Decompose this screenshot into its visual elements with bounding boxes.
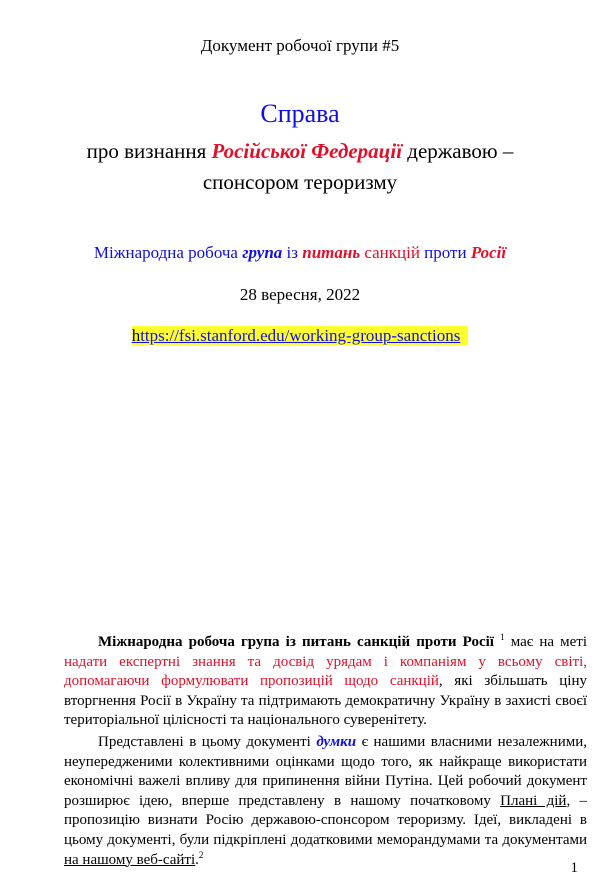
footnote-ref-1[interactable]: 1 bbox=[500, 632, 505, 642]
website-link[interactable] bbox=[132, 326, 461, 345]
document-title: Справа bbox=[260, 99, 340, 128]
group-text: із bbox=[282, 243, 303, 262]
footnote-ref-2[interactable]: 2 bbox=[198, 849, 204, 860]
subtitle-text: державою – bbox=[402, 139, 514, 163]
group-text: Росії bbox=[470, 243, 507, 262]
working-group-name bbox=[0, 243, 600, 263]
paragraph-2 bbox=[64, 733, 587, 870]
website-link-inline[interactable]: на нашому веб-сайті bbox=[64, 851, 196, 868]
link-text: ttps://fsi.stanford.edu/working-group-sanctions bbox=[140, 326, 461, 345]
document-date: 28 вересня, 2022 bbox=[239, 285, 361, 304]
group-text: Міжнародна робоча bbox=[93, 243, 243, 262]
subtitle-line-1 bbox=[0, 139, 600, 164]
group-text: санкцій bbox=[360, 243, 420, 262]
page-number: 1 bbox=[570, 860, 578, 876]
subtitle-text: про визнання bbox=[86, 139, 212, 163]
text: , – пропозицію визнати Росію державою-спонсором тероризму. Ідеї, викладені в цьому документі, були підкріплені додатковими меморандумами та документами bbox=[64, 792, 588, 848]
group-text: група bbox=[242, 243, 283, 262]
text: є нашими власними незалежними, неупередженими колективними оцінками щодо того, як найкраще використати економічні важелі впливу для припинення війни Путіна. Цей робочий документ розширює ідею, вперше представлену в нашому початковому bbox=[64, 734, 587, 809]
paragraph-1 bbox=[64, 633, 587, 731]
emphasis-thoughts: думки bbox=[316, 734, 357, 750]
subtitle-line-2: спонсором тероризму bbox=[202, 170, 398, 194]
group-text: питань bbox=[302, 243, 361, 262]
group-name-bold: Міжнародна робоча група із питань санкцій проти Росії bbox=[98, 634, 494, 650]
text: Представлені в цьому документі bbox=[98, 734, 317, 750]
link-first-char: h bbox=[131, 326, 141, 345]
text: . bbox=[195, 851, 199, 868]
subtitle-emphasis: Російської Федерації bbox=[211, 139, 403, 163]
group-text: проти bbox=[419, 243, 471, 262]
action-plan-link[interactable]: Плані дій bbox=[500, 792, 567, 809]
text: , які збільшать ціну вторгнення Росії в Україну та підтримають демократичну Україну в захисті своєї територіальної цілісності та національного суверенітету. bbox=[64, 673, 587, 729]
highlighted-mission: надати експертні знання та досвід урядам і компаніям у всьому світі, допомагаючи формулювати пропозицій щодо санкцій bbox=[64, 653, 587, 690]
document-label: Документ робочої групи #5 bbox=[200, 36, 400, 55]
text: має на меті bbox=[504, 634, 587, 650]
website-link-line bbox=[0, 326, 600, 346]
